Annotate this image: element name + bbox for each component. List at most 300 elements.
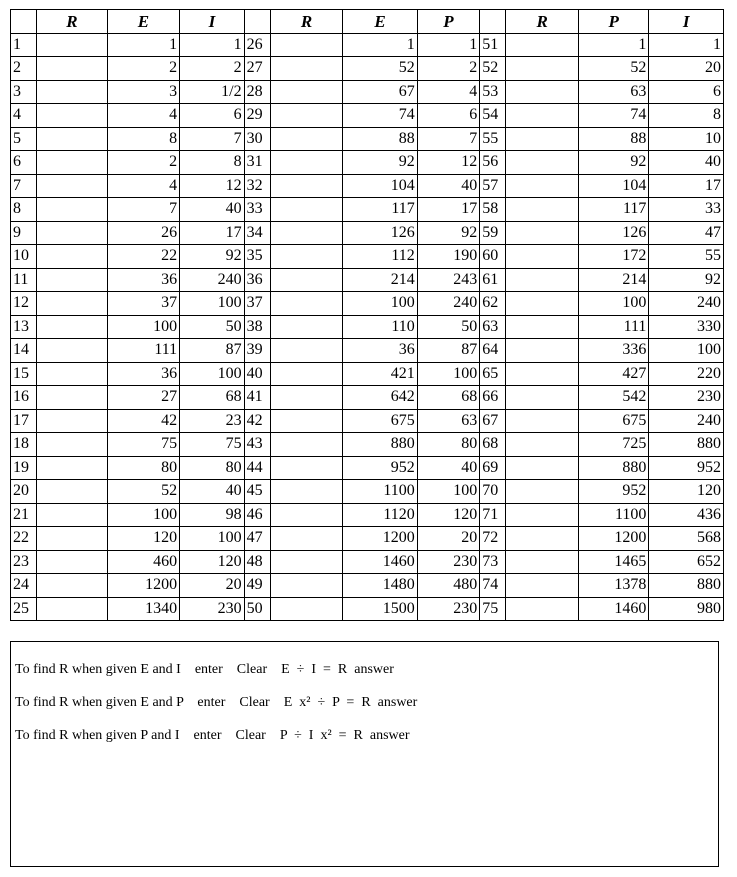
given-value-1-p-i: 427 <box>578 362 648 386</box>
resistance-answer-cell-p-i[interactable] <box>506 268 579 292</box>
given-value-2-p-i: 40 <box>649 151 724 175</box>
given-value-2-e-p: 50 <box>417 315 479 339</box>
table-row <box>11 362 724 386</box>
table-row <box>11 151 724 175</box>
problem-number-p-i: 55 <box>480 127 506 151</box>
given-value-2-e-p: 40 <box>417 456 479 480</box>
given-value-2-e-i: 92 <box>180 245 244 269</box>
given-value-1-e-i: 42 <box>107 409 180 433</box>
resistance-answer-cell-e-p[interactable] <box>270 268 343 292</box>
problem-number-e-i: 3 <box>11 80 37 104</box>
problem-number-p-i: 66 <box>480 386 506 410</box>
resistance-answer-cell-e-i[interactable] <box>37 80 107 104</box>
given-value-1-e-i: 2 <box>107 57 180 81</box>
resistance-answer-cell-e-p[interactable] <box>270 80 343 104</box>
problem-number-p-i: 70 <box>480 480 506 504</box>
given-value-2-e-p: 17 <box>417 198 479 222</box>
resistance-answer-cell-e-i[interactable] <box>37 503 107 527</box>
problem-number-e-i: 25 <box>11 597 37 621</box>
resistance-answer-cell-e-i[interactable] <box>37 574 107 598</box>
given-value-2-e-i: 68 <box>180 386 244 410</box>
given-value-1-p-i: 111 <box>578 315 648 339</box>
resistance-answer-cell-e-i[interactable] <box>37 198 107 222</box>
given-value-2-e-i: 75 <box>180 433 244 457</box>
problem-number-e-i: 21 <box>11 503 37 527</box>
given-value-1-e-p: 952 <box>343 456 418 480</box>
table-row <box>11 57 724 81</box>
resistance-answer-cell-e-p[interactable] <box>270 456 343 480</box>
resistance-answer-cell-e-i[interactable] <box>37 104 107 128</box>
given-value-1-e-i: 120 <box>107 527 180 551</box>
table-row <box>11 480 724 504</box>
given-value-2-e-p: 2 <box>417 57 479 81</box>
table-row <box>11 503 724 527</box>
resistance-answer-cell-e-i[interactable] <box>37 33 107 57</box>
given-value-1-e-i: 100 <box>107 315 180 339</box>
resistance-answer-cell-e-i[interactable] <box>37 268 107 292</box>
table-row <box>11 339 724 363</box>
problem-number-e-p: 43 <box>244 433 270 457</box>
problem-number-e-p: 33 <box>244 198 270 222</box>
problem-number-p-i: 63 <box>480 315 506 339</box>
given-value-2-e-i: 6 <box>180 104 244 128</box>
given-value-1-e-p: 1120 <box>343 503 418 527</box>
given-value-2-p-i: 100 <box>649 339 724 363</box>
problem-number-p-i: 69 <box>480 456 506 480</box>
resistance-answer-cell-e-i[interactable] <box>37 362 107 386</box>
problem-number-p-i: 67 <box>480 409 506 433</box>
given-value-2-e-p: 230 <box>417 597 479 621</box>
resistance-answer-cell-e-p[interactable] <box>270 151 343 175</box>
given-value-1-e-p: 88 <box>343 127 418 151</box>
resistance-answer-cell-e-p[interactable] <box>270 433 343 457</box>
given-value-1-p-i: 126 <box>578 221 648 245</box>
given-value-1-e-i: 7 <box>107 198 180 222</box>
resistance-answer-cell-p-i[interactable] <box>506 409 579 433</box>
given-value-1-e-p: 1 <box>343 33 418 57</box>
problem-number-p-i: 51 <box>480 33 506 57</box>
resistance-answer-cell-e-i[interactable] <box>37 151 107 175</box>
resistance-answer-cell-e-i[interactable] <box>37 127 107 151</box>
given-value-1-e-p: 104 <box>343 174 418 198</box>
resistance-answer-cell-p-i[interactable] <box>506 362 579 386</box>
resistance-answer-cell-p-i[interactable] <box>506 221 579 245</box>
resistance-answer-cell-p-i[interactable] <box>506 33 579 57</box>
problem-number-e-p: 50 <box>244 597 270 621</box>
problem-number-e-i: 22 <box>11 527 37 551</box>
resistance-answer-cell-e-p[interactable] <box>270 574 343 598</box>
resistance-answer-cell-e-p[interactable] <box>270 198 343 222</box>
given-value-1-e-p: 36 <box>343 339 418 363</box>
given-value-1-e-i: 80 <box>107 456 180 480</box>
problem-number-p-i: 73 <box>480 550 506 574</box>
given-value-1-p-i: 675 <box>578 409 648 433</box>
given-value-2-e-i: 40 <box>180 198 244 222</box>
table-row <box>11 597 724 621</box>
given-value-1-p-i: 336 <box>578 339 648 363</box>
resistance-answer-cell-p-i[interactable] <box>506 433 579 457</box>
problem-number-p-i: 62 <box>480 292 506 316</box>
given-value-1-p-i: 117 <box>578 198 648 222</box>
header-row <box>11 10 724 34</box>
problem-number-e-p: 42 <box>244 409 270 433</box>
given-value-1-p-i: 1465 <box>578 550 648 574</box>
given-value-2-e-p: 100 <box>417 480 479 504</box>
given-value-2-p-i: 240 <box>649 292 724 316</box>
given-value-2-e-i: 7 <box>180 127 244 151</box>
resistance-answer-cell-e-p[interactable] <box>270 597 343 621</box>
problem-number-p-i: 52 <box>480 57 506 81</box>
instructions-box <box>10 641 719 867</box>
problem-number-e-i: 11 <box>11 268 37 292</box>
resistance-answer-cell-e-p[interactable] <box>270 221 343 245</box>
given-value-2-p-i: 230 <box>649 386 724 410</box>
given-value-2-e-p: 7 <box>417 127 479 151</box>
resistance-answer-cell-e-i[interactable] <box>37 597 107 621</box>
resistance-answer-cell-p-i[interactable] <box>506 550 579 574</box>
given-value-2-e-i: 100 <box>180 362 244 386</box>
table-row <box>11 127 724 151</box>
given-value-2-e-i: 40 <box>180 480 244 504</box>
resistance-answer-cell-e-i[interactable] <box>37 221 107 245</box>
problem-number-p-i: 64 <box>480 339 506 363</box>
resistance-answer-cell-e-i[interactable] <box>37 245 107 269</box>
resistance-answer-cell-e-i[interactable] <box>37 433 107 457</box>
given-value-1-e-p: 52 <box>343 57 418 81</box>
problem-number-p-i: 56 <box>480 151 506 175</box>
problem-number-e-i: 15 <box>11 362 37 386</box>
given-value-2-p-i: 6 <box>649 80 724 104</box>
problem-number-e-p: 30 <box>244 127 270 151</box>
resistance-answer-cell-p-i[interactable] <box>506 480 579 504</box>
given-value-2-e-p: 243 <box>417 268 479 292</box>
problem-number-e-i: 7 <box>11 174 37 198</box>
header-blank-1 <box>11 10 37 34</box>
given-value-1-e-i: 8 <box>107 127 180 151</box>
resistance-answer-cell-p-i[interactable] <box>506 80 579 104</box>
given-value-1-e-i: 1340 <box>107 597 180 621</box>
problem-number-e-i: 14 <box>11 339 37 363</box>
resistance-answer-cell-e-p[interactable] <box>270 550 343 574</box>
table-row <box>11 245 724 269</box>
resistance-answer-cell-p-i[interactable] <box>506 57 579 81</box>
given-value-1-e-i: 36 <box>107 268 180 292</box>
header-e-2: E <box>343 10 418 34</box>
resistance-answer-cell-p-i[interactable] <box>506 174 579 198</box>
resistance-answer-cell-e-i[interactable] <box>37 480 107 504</box>
table-row <box>11 315 724 339</box>
instruction-e-and-p: To find R when given E and P enter Clear E x² ÷ P = R answer <box>15 695 418 710</box>
resistance-answer-cell-p-i[interactable] <box>506 315 579 339</box>
given-value-1-e-i: 1 <box>107 33 180 57</box>
given-value-2-e-p: 480 <box>417 574 479 598</box>
given-value-1-p-i: 952 <box>578 480 648 504</box>
given-value-1-p-i: 1100 <box>578 503 648 527</box>
given-value-1-e-i: 26 <box>107 221 180 245</box>
given-value-1-e-p: 1460 <box>343 550 418 574</box>
given-value-2-p-i: 1 <box>649 33 724 57</box>
problem-number-e-p: 36 <box>244 268 270 292</box>
given-value-2-p-i: 220 <box>649 362 724 386</box>
given-value-1-p-i: 63 <box>578 80 648 104</box>
given-value-1-e-i: 4 <box>107 174 180 198</box>
given-value-2-e-p: 12 <box>417 151 479 175</box>
header-p-2: P <box>417 10 479 34</box>
resistance-answer-cell-e-i[interactable] <box>37 527 107 551</box>
given-value-1-e-i: 100 <box>107 503 180 527</box>
given-value-2-e-p: 40 <box>417 174 479 198</box>
resistance-answer-cell-p-i[interactable] <box>506 456 579 480</box>
given-value-2-p-i: 436 <box>649 503 724 527</box>
table-row <box>11 174 724 198</box>
resistance-answer-cell-p-i[interactable] <box>506 386 579 410</box>
given-value-1-e-p: 112 <box>343 245 418 269</box>
given-value-2-e-p: 1 <box>417 33 479 57</box>
resistance-answer-cell-p-i[interactable] <box>506 245 579 269</box>
problem-number-p-i: 74 <box>480 574 506 598</box>
problem-number-e-p: 29 <box>244 104 270 128</box>
resistance-answer-cell-e-p[interactable] <box>270 362 343 386</box>
given-value-1-e-p: 880 <box>343 433 418 457</box>
given-value-1-p-i: 542 <box>578 386 648 410</box>
given-value-2-p-i: 120 <box>649 480 724 504</box>
problem-number-e-i: 20 <box>11 480 37 504</box>
problem-number-e-i: 1 <box>11 33 37 57</box>
problem-number-p-i: 60 <box>480 245 506 269</box>
given-value-2-e-i: 120 <box>180 550 244 574</box>
resistance-answer-cell-p-i[interactable] <box>506 127 579 151</box>
resistance-answer-cell-e-p[interactable] <box>270 174 343 198</box>
given-value-1-p-i: 725 <box>578 433 648 457</box>
given-value-2-e-p: 68 <box>417 386 479 410</box>
given-value-2-e-p: 20 <box>417 527 479 551</box>
given-value-2-e-i: 230 <box>180 597 244 621</box>
resistance-answer-cell-e-i[interactable] <box>37 339 107 363</box>
table-row <box>11 80 724 104</box>
problem-number-e-p: 28 <box>244 80 270 104</box>
resistance-answer-cell-e-p[interactable] <box>270 503 343 527</box>
given-value-2-p-i: 92 <box>649 268 724 292</box>
given-value-2-p-i: 240 <box>649 409 724 433</box>
given-value-1-p-i: 172 <box>578 245 648 269</box>
given-value-1-e-i: 37 <box>107 292 180 316</box>
given-value-1-e-i: 75 <box>107 433 180 457</box>
resistance-answer-cell-p-i[interactable] <box>506 527 579 551</box>
given-value-2-e-i: 17 <box>180 221 244 245</box>
given-value-2-e-p: 100 <box>417 362 479 386</box>
resistance-answer-cell-e-i[interactable] <box>37 409 107 433</box>
resistance-answer-cell-p-i[interactable] <box>506 503 579 527</box>
given-value-2-e-i: 1 <box>180 33 244 57</box>
table-row <box>11 456 724 480</box>
given-value-1-p-i: 1200 <box>578 527 648 551</box>
resistance-answer-cell-e-p[interactable] <box>270 480 343 504</box>
header-e-1: E <box>107 10 180 34</box>
problem-number-p-i: 72 <box>480 527 506 551</box>
given-value-2-e-i: 240 <box>180 268 244 292</box>
given-value-1-e-p: 214 <box>343 268 418 292</box>
given-value-2-e-i: 50 <box>180 315 244 339</box>
resistance-answer-cell-p-i[interactable] <box>506 574 579 598</box>
resistance-answer-cell-p-i[interactable] <box>506 292 579 316</box>
problem-number-e-p: 40 <box>244 362 270 386</box>
given-value-2-e-p: 80 <box>417 433 479 457</box>
problem-number-e-i: 8 <box>11 198 37 222</box>
table-row <box>11 409 724 433</box>
given-value-1-p-i: 880 <box>578 456 648 480</box>
table-row <box>11 198 724 222</box>
table-row <box>11 550 724 574</box>
problem-number-e-p: 26 <box>244 33 270 57</box>
resistance-answer-cell-e-p[interactable] <box>270 292 343 316</box>
given-value-2-p-i: 880 <box>649 574 724 598</box>
problem-number-e-p: 49 <box>244 574 270 598</box>
resistance-answer-cell-p-i[interactable] <box>506 198 579 222</box>
given-value-2-e-i: 98 <box>180 503 244 527</box>
header-blank-3 <box>480 10 506 34</box>
resistance-answer-cell-e-p[interactable] <box>270 527 343 551</box>
problem-number-e-p: 45 <box>244 480 270 504</box>
problem-number-e-i: 13 <box>11 315 37 339</box>
given-value-1-p-i: 214 <box>578 268 648 292</box>
table-row <box>11 574 724 598</box>
given-value-2-e-i: 12 <box>180 174 244 198</box>
problem-number-e-p: 39 <box>244 339 270 363</box>
given-value-1-e-p: 126 <box>343 221 418 245</box>
problem-number-e-p: 41 <box>244 386 270 410</box>
given-value-1-e-p: 1100 <box>343 480 418 504</box>
given-value-2-p-i: 47 <box>649 221 724 245</box>
resistance-answer-cell-e-p[interactable] <box>270 57 343 81</box>
table-row <box>11 33 724 57</box>
given-value-2-p-i: 8 <box>649 104 724 128</box>
table-row <box>11 433 724 457</box>
given-value-1-p-i: 1460 <box>578 597 648 621</box>
given-value-2-p-i: 33 <box>649 198 724 222</box>
header-i-1: I <box>180 10 244 34</box>
given-value-2-e-p: 92 <box>417 221 479 245</box>
given-value-1-p-i: 88 <box>578 127 648 151</box>
given-value-2-e-i: 2 <box>180 57 244 81</box>
given-value-1-e-i: 27 <box>107 386 180 410</box>
resistance-answer-cell-e-p[interactable] <box>270 339 343 363</box>
resistance-answer-cell-e-i[interactable] <box>37 292 107 316</box>
ohms-law-worksheet-table <box>10 9 724 621</box>
given-value-1-e-p: 92 <box>343 151 418 175</box>
given-value-1-e-p: 675 <box>343 409 418 433</box>
given-value-2-p-i: 10 <box>649 127 724 151</box>
problem-number-p-i: 53 <box>480 80 506 104</box>
resistance-answer-cell-e-i[interactable] <box>37 550 107 574</box>
given-value-2-e-p: 230 <box>417 550 479 574</box>
given-value-1-e-p: 642 <box>343 386 418 410</box>
given-value-2-p-i: 980 <box>649 597 724 621</box>
problem-number-p-i: 71 <box>480 503 506 527</box>
resistance-answer-cell-e-i[interactable] <box>37 57 107 81</box>
given-value-2-e-i: 1/2 <box>180 80 244 104</box>
given-value-2-e-i: 8 <box>180 151 244 175</box>
problem-number-p-i: 58 <box>480 198 506 222</box>
resistance-answer-cell-e-p[interactable] <box>270 245 343 269</box>
table-row <box>11 386 724 410</box>
given-value-1-e-p: 110 <box>343 315 418 339</box>
given-value-2-p-i: 880 <box>649 433 724 457</box>
given-value-1-e-p: 1480 <box>343 574 418 598</box>
table-row <box>11 292 724 316</box>
resistance-answer-cell-e-i[interactable] <box>37 315 107 339</box>
problem-number-e-p: 47 <box>244 527 270 551</box>
resistance-answer-cell-p-i[interactable] <box>506 339 579 363</box>
problem-number-e-p: 32 <box>244 174 270 198</box>
given-value-2-e-i: 87 <box>180 339 244 363</box>
resistance-answer-cell-e-p[interactable] <box>270 409 343 433</box>
problem-number-e-i: 4 <box>11 104 37 128</box>
given-value-2-e-p: 63 <box>417 409 479 433</box>
resistance-answer-cell-e-i[interactable] <box>37 456 107 480</box>
resistance-answer-cell-p-i[interactable] <box>506 151 579 175</box>
given-value-1-p-i: 100 <box>578 292 648 316</box>
given-value-1-p-i: 1378 <box>578 574 648 598</box>
problem-number-p-i: 75 <box>480 597 506 621</box>
problem-number-p-i: 59 <box>480 221 506 245</box>
resistance-answer-cell-e-i[interactable] <box>37 386 107 410</box>
problem-number-e-i: 23 <box>11 550 37 574</box>
given-value-2-p-i: 17 <box>649 174 724 198</box>
given-value-1-e-i: 460 <box>107 550 180 574</box>
resistance-answer-cell-e-p[interactable] <box>270 315 343 339</box>
problem-number-e-p: 27 <box>244 57 270 81</box>
problem-number-p-i: 57 <box>480 174 506 198</box>
header-r-3: R <box>506 10 579 34</box>
table-row <box>11 221 724 245</box>
problem-number-e-i: 10 <box>11 245 37 269</box>
given-value-1-e-p: 74 <box>343 104 418 128</box>
table-body <box>11 33 724 621</box>
given-value-1-e-p: 117 <box>343 198 418 222</box>
given-value-1-e-i: 1200 <box>107 574 180 598</box>
given-value-2-e-i: 100 <box>180 527 244 551</box>
resistance-answer-cell-p-i[interactable] <box>506 104 579 128</box>
problem-number-e-i: 17 <box>11 409 37 433</box>
given-value-1-e-p: 67 <box>343 80 418 104</box>
problem-number-e-p: 35 <box>244 245 270 269</box>
problem-number-e-p: 48 <box>244 550 270 574</box>
problem-number-e-i: 18 <box>11 433 37 457</box>
resistance-answer-cell-e-p[interactable] <box>270 386 343 410</box>
problem-number-e-i: 5 <box>11 127 37 151</box>
resistance-answer-cell-p-i[interactable] <box>506 597 579 621</box>
given-value-1-p-i: 1 <box>578 33 648 57</box>
given-value-1-e-p: 1500 <box>343 597 418 621</box>
resistance-answer-cell-e-i[interactable] <box>37 174 107 198</box>
header-blank-2 <box>244 10 270 34</box>
given-value-2-e-p: 6 <box>417 104 479 128</box>
given-value-2-e-i: 100 <box>180 292 244 316</box>
problem-number-p-i: 65 <box>480 362 506 386</box>
problem-number-e-i: 16 <box>11 386 37 410</box>
problem-number-e-p: 44 <box>244 456 270 480</box>
resistance-answer-cell-e-p[interactable] <box>270 127 343 151</box>
table-row <box>11 527 724 551</box>
given-value-1-e-i: 36 <box>107 362 180 386</box>
table-row <box>11 268 724 292</box>
resistance-answer-cell-e-p[interactable] <box>270 33 343 57</box>
problem-number-e-i: 12 <box>11 292 37 316</box>
given-value-1-e-i: 4 <box>107 104 180 128</box>
given-value-2-p-i: 568 <box>649 527 724 551</box>
resistance-answer-cell-e-p[interactable] <box>270 104 343 128</box>
problem-number-e-p: 37 <box>244 292 270 316</box>
